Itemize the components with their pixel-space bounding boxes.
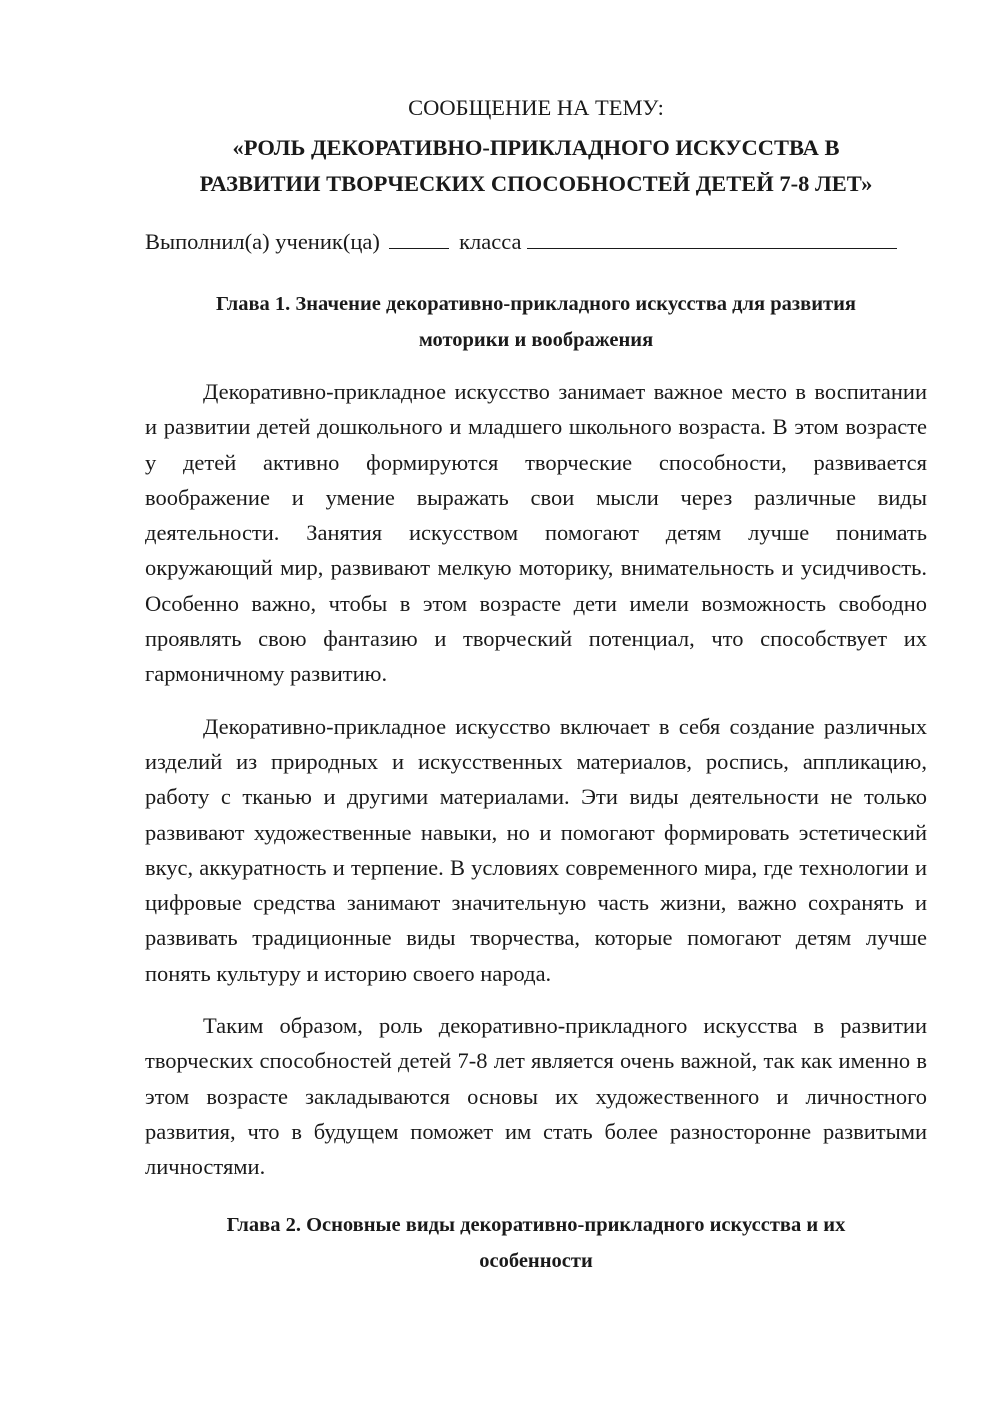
author-label: Выполнил(а) ученик(ца) bbox=[145, 229, 380, 254]
chapter-1-paragraph-1: Декоративно-прикладное искусство занимает важное место в воспитании и развитии детей дошкольного и младшего школьного возраста. В этом возрасте у детей активно формируются творческие способности, развивается воображение и умение выражать свои мысли через различные виды деятельности. Занятия искусством помогают детям лучше понимать окружающий мир, развивают мелкую моторику, внимательность и усидчивость. Особенно важно, чтобы в этом возрасте дети имели возможность свободно проявлять свою фантазию и творческий потенциал, что способствует их гармоничному развитию. bbox=[145, 379, 927, 687]
class-label: класса bbox=[459, 229, 522, 254]
author-line bbox=[145, 224, 927, 260]
document-title bbox=[145, 130, 927, 202]
document-page bbox=[145, 90, 927, 1295]
chapter-1-paragraph-3: Таким образом, роль декоративно-прикладного искусства в развитии творческих способностей детей 7-8 лет является очень важной, так как именно в этом возрасте закладываются основы их художественного и личностного развития, что в будущем поможет им стать более разносторонне развитыми личностями. bbox=[145, 1013, 927, 1180]
chapter-1-heading bbox=[145, 286, 927, 358]
chapter-1-paragraph-2: Декоративно-прикладное искусство включает в себя создание различных изделий из природных и искусственных материалов, роспись, аппликацию, работу с тканью и другими материалами. Эти виды деятельности не только развивают художественные навыки, но и помогают формировать эстетический вкус, аккуратность и терпение. В условиях современного мира, где технологии и цифровые средства занимают значительную часть жизни, важно сохранять и развивать традиционные виды творчества, которые помогают детям лучше понять культуру и историю своего народа. bbox=[145, 713, 927, 986]
student-name-blank bbox=[527, 226, 897, 249]
chapter-2-heading-line-2: особенности bbox=[479, 1249, 593, 1272]
document-intro: СООБЩЕНИЕ НА ТЕМУ: bbox=[408, 95, 664, 120]
chapter-2-heading bbox=[145, 1207, 927, 1279]
chapter-1-heading-line-1: Глава 1. Значение декоративно-прикладного искусства для развития bbox=[215, 293, 856, 315]
chapter-2-heading-line-1: Глава 2. Основные виды декоративно-прикладного искусства и их bbox=[226, 1213, 846, 1236]
document-title-line-1: «РОЛЬ ДЕКОРАТИВНО-ПРИКЛАДНОГО ИСКУССТВА В bbox=[232, 135, 840, 160]
chapter-1-heading-line-2: моторики и воображения bbox=[418, 329, 654, 351]
class-number-blank bbox=[389, 226, 449, 249]
document-title-line-2: РАЗВИТИИ ТВОРЧЕСКИХ СПОСОБНОСТЕЙ ДЕТЕЙ 7-8 ЛЕТ» bbox=[199, 171, 873, 196]
